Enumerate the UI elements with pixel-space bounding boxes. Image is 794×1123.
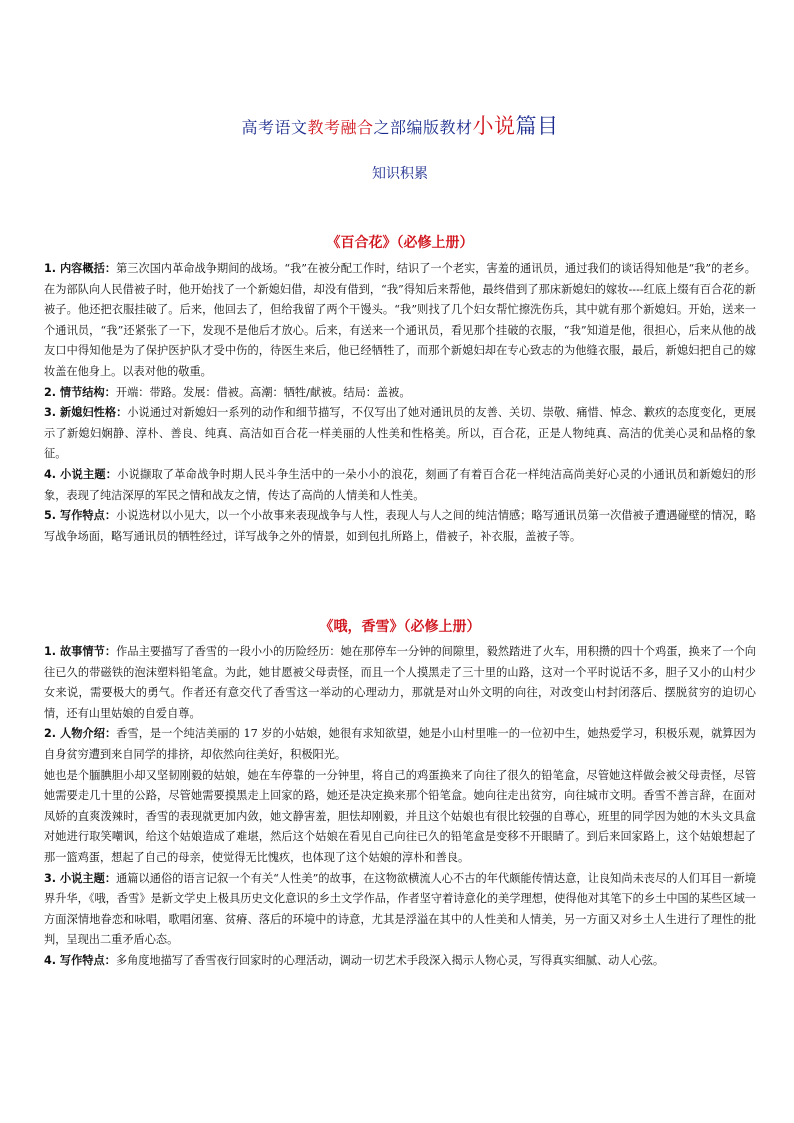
section-title-2: 《哦，香雪》（必修上册） — [319, 619, 481, 635]
title-part-5: 篇目 — [515, 114, 559, 138]
section-2-item-3: 3. 小说主题：通篇以通俗的语言记叙一个有关“人性美”的故事，在这物欲横流人心不古的年代颇能传情达意，让良知尚未丧尽的人们耳目一新境界升华，《哦，香雪》是新文学史上极具历史文化意识的乡土文学作品，作者坚守着诗意化的美学理想，使得他对其笔下的乡土中国的某些区域一方面深情地眷恋和咏唱，歌唱闭塞、贫瘠、落后的环境中的诗意，尤其是浮溢在其中的人性美和人情美，另一方面又对乡土人生进行了理性的批判，呈现出二重矛盾心态。 — [44, 871, 756, 947]
page-subtitle: 知识积累 — [372, 166, 428, 182]
section-1-body — [44, 259, 756, 547]
page-title — [44, 110, 756, 140]
title-part-1: 高考语文 — [241, 118, 308, 137]
section-2-body — [44, 642, 756, 972]
section-1-item-1: 1. 内容概括：第三次国内革命战争期间的战场。“我”在被分配工作时，结识了一个老实，害羞的通讯员，通过我们的谈话得知他是“我”的老乡。在为部队向人民借被子时，他开始找了一个新媳妇借，却没有借到，“我”得知后来帮他，最终借到了那床新媳妇的嫁妆----红底上缀有百合花的新被子。他还把衣服挂破了。后来，他回去了，但给我留了两个干馒头。“我”则找了几个妇女帮忙擦洗伤兵，其中就有那个新媳妇。开始，送来一个通讯员，“我”还紧张了一下，发现不是他后才放心。后来，有送来一个通讯员，看见那个挂破的衣服，“我”知道是他，很担心，后来从他的战友口中得知他是为了保护医护队才受中伤的，待医生来后，他已经牺牲了，而那个新媳妇却在专心致志的为他缝衣服，最后，新媳妇把自己的嫁妆盖在他身上。以表对他的敬重。 — [44, 262, 756, 378]
section-1-item-4: 4. 小说主题：小说撷取了革命战争时期人民斗争生活中的一朵小小的浪花，刻画了有着百合花一样纯洁高尚美好心灵的小通讯员和新媳妇的形象，表现了纯洁深厚的军民之情和战友之情，传达了高尚的人情美和人性美。 — [44, 467, 756, 502]
section-2-item-4: 4. 写作特点：多角度地描写了香雪夜行回家时的心理活动，调动一切艺术手段深入揭示人物心灵，写得真实细腻、动人心弦。 — [44, 953, 665, 967]
section-2-item-1: 1. 故事情节：作品主要描写了香雪的一段小小的历险经历：她在那停车一分钟的间隙里，毅然踏进了火车，用积攒的四十个鸡蛋，换来了一个向往已久的带磁铁的泡沫塑料铅笔盒。为此，她甘愿被父母责怪，而且一个人摸黑走了三十里的山路，这对一个平时说话不多，胆子又小的山村少女来说，需要极大的勇气。作者还有意交代了香雪这一举动的心理动力，那就是对山外文明的向往，对改变山村封闭落后、摆脱贫穷的迫切心情，还有山里姑娘的自爱自尊。 — [44, 645, 756, 720]
section-2-item-2: 2. 人物介绍：香雪，是一个纯洁美丽的 17 岁的小姑娘，她很有求知欲望，她是小山村里唯一的一位初中生，她热爱学习，积极乐观，就算因为自身贫穷遭到来自同学的排挤，却依然向往美好，积极阳光。 — [44, 727, 756, 761]
title-part-2: 教考融合 — [307, 118, 374, 137]
title-part-3: 之部编版教材 — [373, 118, 473, 137]
section-2-item-2-cont: 她也是个腼腆胆小却又坚韧刚毅的姑娘，她在车停靠的一分钟里，将自己的鸡蛋换来了向往了很久的铅笔盒，尽管她这样做会被父母责怪，尽管她需要走几十里的公路，尽管她需要摸黑走上回家的路，她还是决定换来那个铅笔盒。她向往走出贫穷，向往城市文明。香雪不善言辞，在面对凤娇的直爽泼辣时，香雪的表现就更加内敛，她文静害羞，胆怯却刚毅，并且这个姑娘也有很比较强的自尊心，班里的同学因为她的木头文具盒对她进行取笑嘲讽，给这个姑娘造成了难堪，然后这个姑娘在看见自己向往已久的铅笔盒是变移不开眼睛了。到后来回家路上，这个姑娘想起了那一篮鸡蛋，想起了自己的母亲，使觉得无比愧疚，也体现了这个姑娘的淳朴和善良。 — [44, 768, 756, 864]
section-title-1: 《百合花》（必修上册） — [326, 235, 474, 251]
section-1-item-3: 3. 新媳妇性格：小说通过对新媳妇一系列的动作和细节描写，不仅写出了她对通讯员的友善、关切、崇敬、痛惜、悼念、歉疚的态度变化，更展示了新媳妇娴静、淳朴、善良、纯真、高洁如百合花一样美丽的人性美和性格美。所以，百合花，正是人物纯真、高洁的优美心灵和品格的象征。 — [44, 406, 756, 461]
title-part-4: 小说 — [472, 114, 516, 138]
section-1-item-2: 2. 情节结构：开端：带路。发展：借被。高潮：牺牲/献被。结局：盖被。 — [44, 385, 411, 399]
section-1-item-5: 5. 写作特点：小说选材以小见大，以一个小故事来表现战争与人性，表现人与人之间的纯洁情感；略写通讯员第一次借被子遭遇碰壁的情况，略写战争场面，略写通讯员的牺牲经过，详写战争之外的情景，如到包扎所路上，借被子，补衣服，盖被子等。 — [44, 509, 756, 543]
